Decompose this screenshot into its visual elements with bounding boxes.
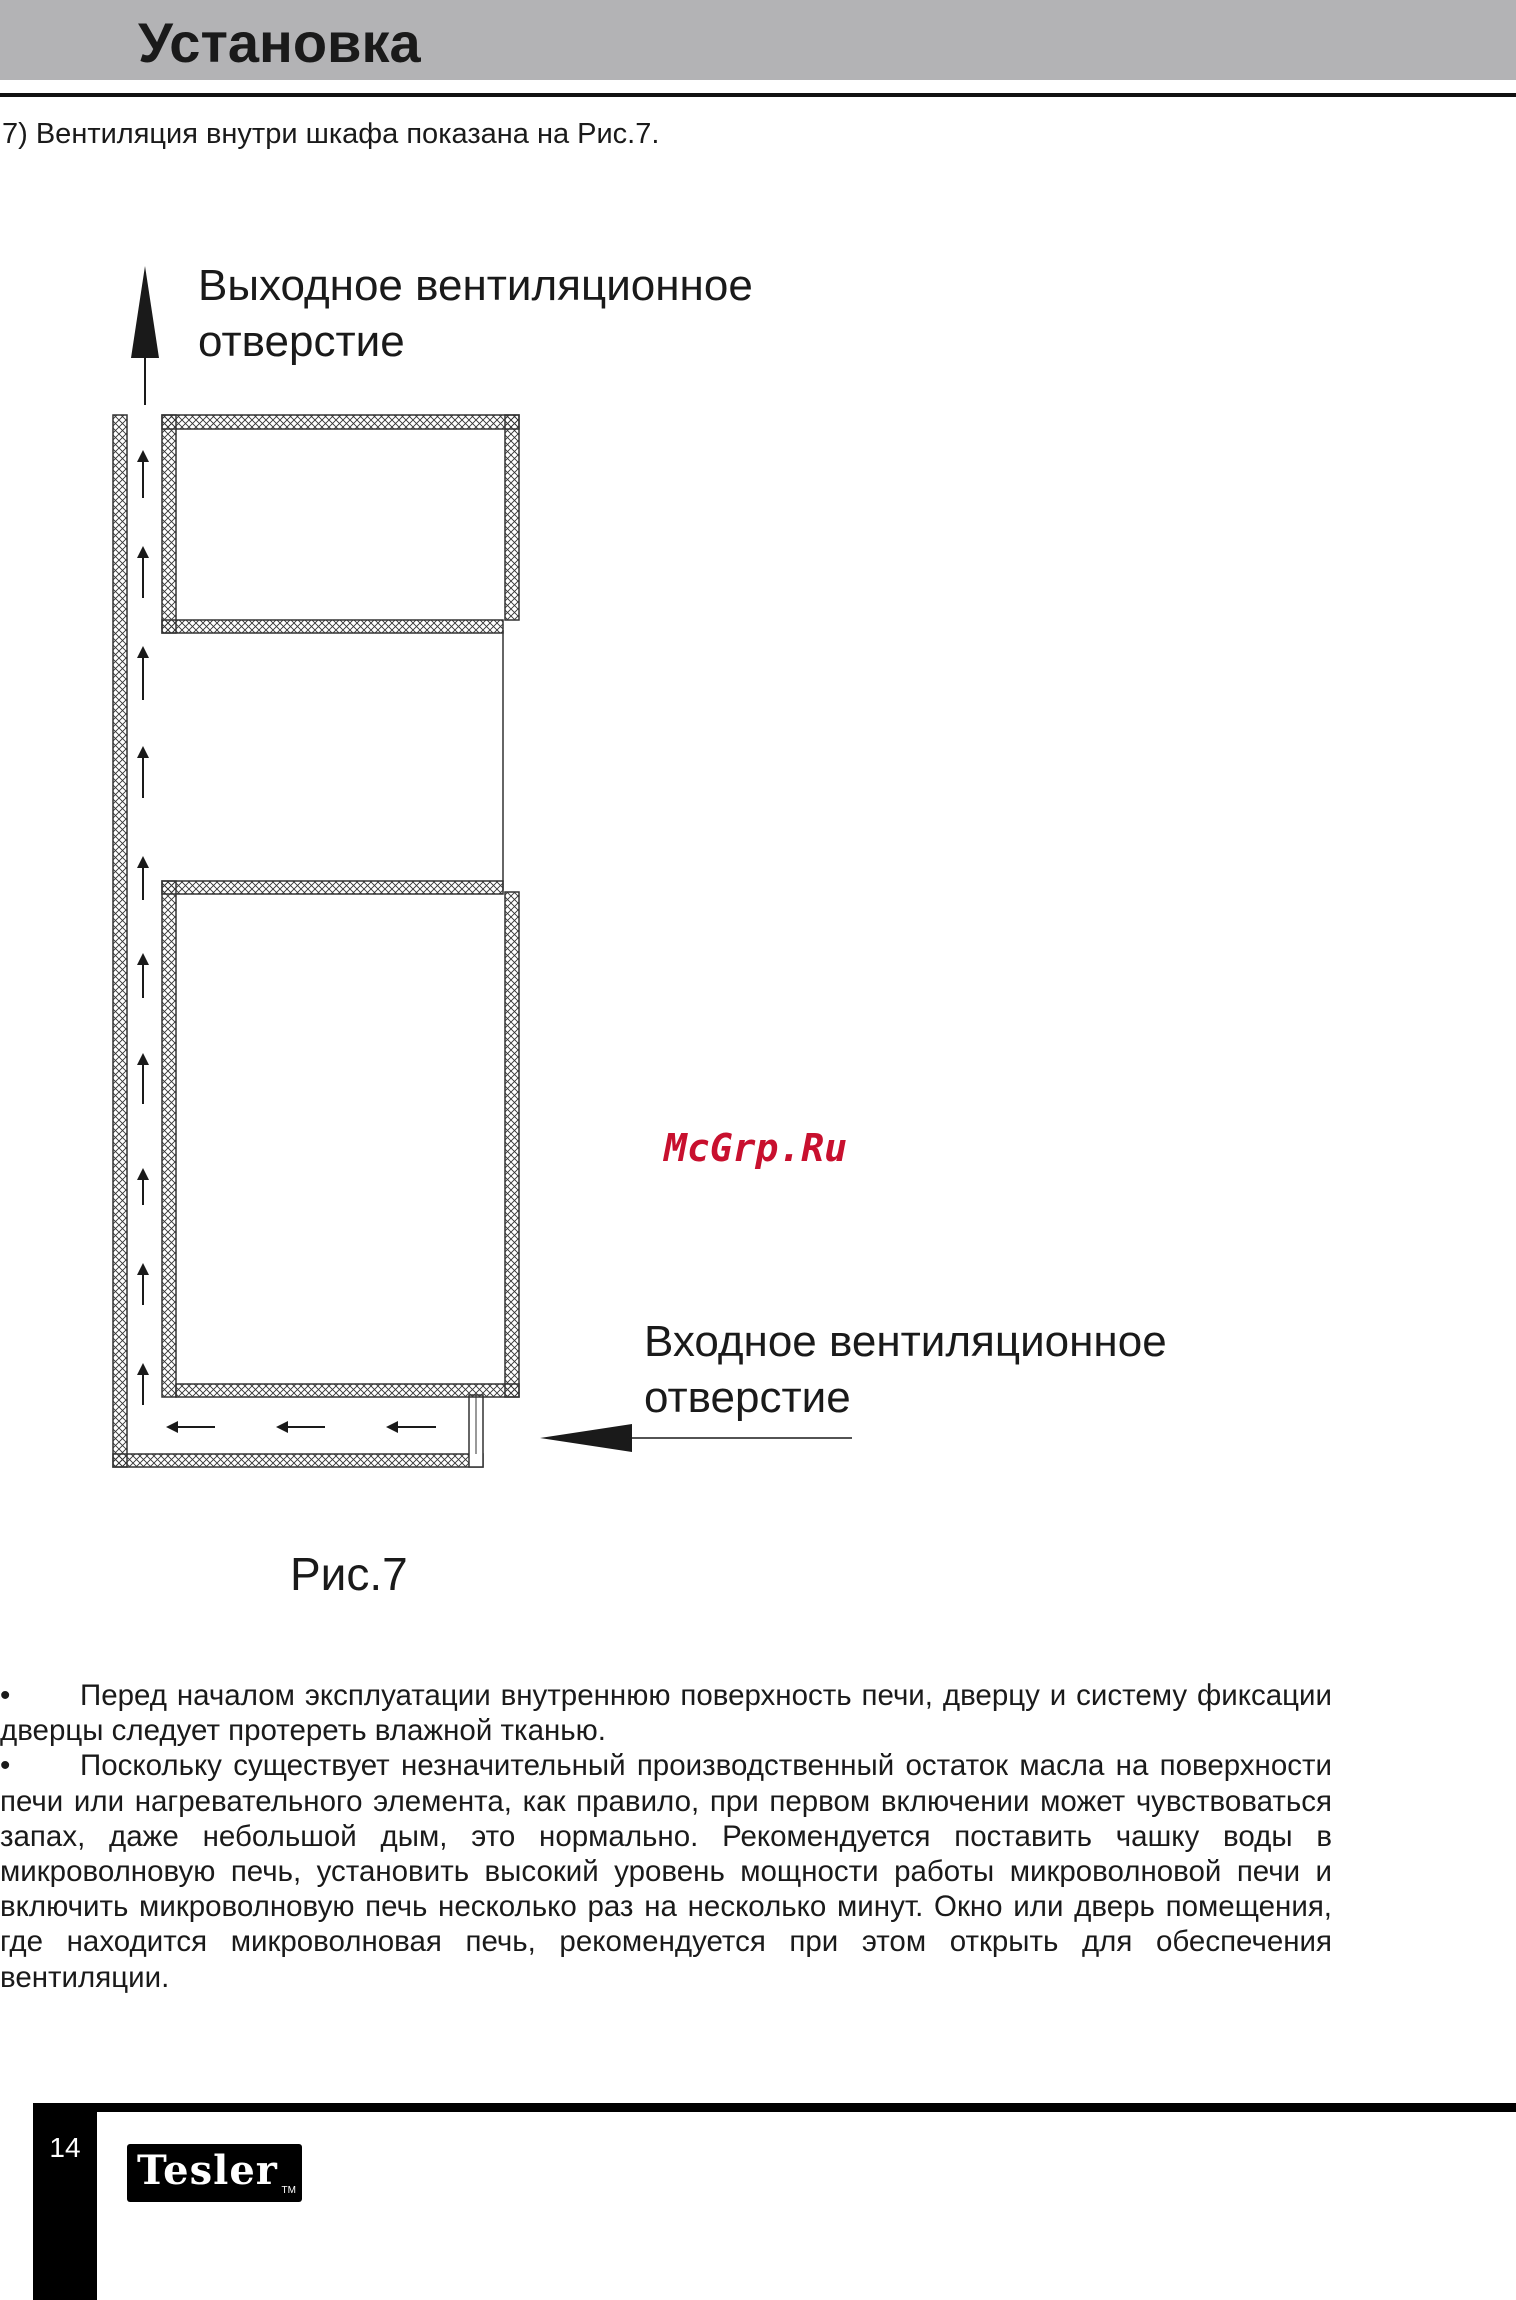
cabinet-left-wall [113,415,127,1467]
upper-compartment [162,415,519,633]
page-title: Установка [138,11,421,74]
footer-rule [33,2103,1516,2112]
outlet-label-line1: Выходное вентиляционное [198,261,753,310]
page-number: 14 [49,2132,81,2163]
outlet-label-line2: отверстие [198,317,405,366]
header-rule [0,93,1516,97]
figure-caption: Рис.7 [290,1548,408,1600]
outlet-arrow-icon [131,266,159,358]
paragraph [0,1678,1332,1748]
tesler-logo [127,2144,302,2202]
watermark: McGrp.Ru [664,1126,848,1170]
inlet-arrow-icon [540,1424,632,1452]
paragraph-text: Перед началом эксплуатации внутреннюю поверхность печи, дверцу и систему фиксации дверцы следует протереть влажной тканью. [0,1679,1332,1748]
cabinet-base [113,1454,483,1467]
body-text [0,1678,1332,1995]
bullet: • [0,1679,11,1712]
lower-compartment [162,881,519,1397]
inlet-label-line2: отверстие [644,1373,851,1422]
paragraph-text: Поскольку существует незначительный производственный остаток масла на поверхности печи или нагревательного элемента, как правило, при первом включении может чувствоваться запах, даже небольшой дым, это нормально. Рекомендуется поставить чашку воды в микроволновую печь, установить высокий уровень мощности работы микроволновой печи и включить микроволновую печь несколько раз на несколько минут. Окно или дверь помещения, где находится микроволновая печь, рекомендуется при этом открыть для обеспечения вентиляции. [0,1749,1332,1994]
paragraph [0,1748,1332,1994]
logo-text: Tesler [137,2147,278,2194]
intro-text: 7) Вентиляция внутри шкафа показана на Рис.7. [2,118,660,150]
ventilation-diagram [0,230,1516,1530]
inlet-label-line1: Входное вентиляционное [644,1317,1167,1366]
logo-tm: TM [281,2185,296,2196]
bullet: • [0,1749,11,1783]
